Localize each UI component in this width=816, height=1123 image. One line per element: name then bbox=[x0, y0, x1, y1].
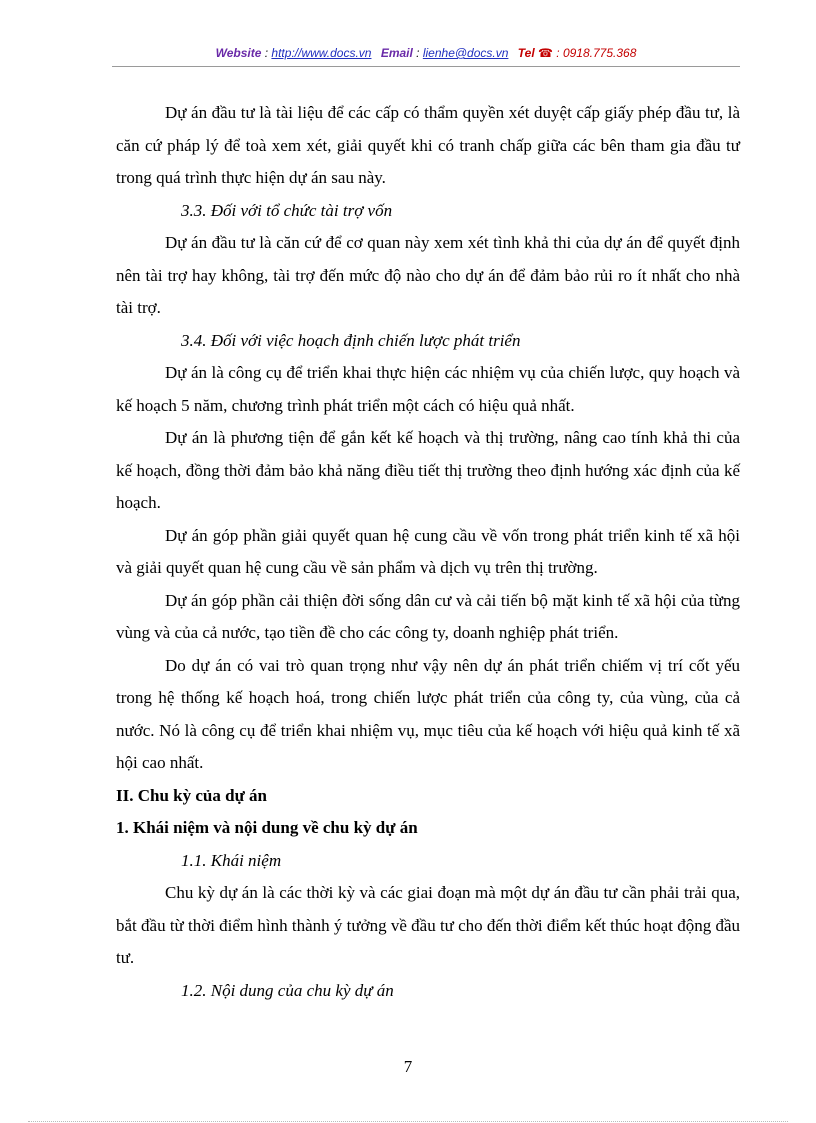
footer-divider bbox=[28, 1121, 788, 1122]
email-link[interactable]: lienhe@docs.vn bbox=[422, 46, 509, 60]
subheading-1-2: 1.2. Nội dung của chu kỳ dự án bbox=[181, 980, 394, 1000]
phone-number: : 0918.775.368 bbox=[552, 46, 637, 60]
section-heading-1: 1. Khái niệm và nội dung về chu kỳ dự án bbox=[116, 818, 418, 837]
website-link[interactable]: http://www.docs.vn bbox=[271, 46, 372, 60]
paragraph: Dự án là phương tiện để gắn kết kế hoạch và thị trường, nâng cao tính khả thi của kế hoạch, đồng thời đảm bảo khả năng điều tiết thị trường theo định hướng xác định của kế hoạch. bbox=[116, 428, 740, 512]
page-header bbox=[112, 46, 740, 67]
paragraph: Dự án góp phần cải thiện đời sống dân cư và cải tiến bộ mặt kinh tế xã hội của từng vùng và của cả nước, tạo tiền đề cho các công ty, doanh nghiệp phát triển. bbox=[116, 590, 740, 642]
paragraph: Dự án đầu tư là tài liệu để các cấp có thẩm quyền xét duyệt cấp giấy phép đầu tư, là căn cứ pháp lý để toà xem xét, giải quyết khi có tranh chấp giữa các bên tham gia đầu tư trong quá trình thực hiện dự án sau này. bbox=[116, 103, 740, 187]
website-label: Website bbox=[215, 46, 262, 60]
email-label: Email bbox=[380, 46, 413, 60]
document-body bbox=[116, 97, 740, 1007]
subheading-1-1: 1.1. Khái niệm bbox=[181, 850, 282, 870]
subheading-3-3: 3.3. Đối với tổ chức tài trợ vốn bbox=[181, 200, 393, 220]
page-number: 7 bbox=[403, 1057, 413, 1076]
section-heading-ii: II. Chu kỳ của dự án bbox=[116, 785, 267, 805]
subheading-3-4: 3.4. Đối với việc hoạch định chiến lược phát triển bbox=[181, 330, 521, 350]
paragraph: Dự án là công cụ để triển khai thực hiện các nhiệm vụ của chiến lược, quy hoạch và kế hoạch 5 năm, chương trình phát triển một cách có hiệu quả nhất. bbox=[116, 363, 740, 415]
paragraph: Do dự án có vai trò quan trọng như vậy nên dự án phát triển chiếm vị trí cốt yếu trong hệ thống kế hoạch hoá, trong chiến lược phát triển của công ty, của vùng, của cả nước. Nó là công cụ để triển khai nhiệm vụ, mục tiêu của kế hoạch với hiệu quả kinh tế xã hội cao nhất. bbox=[116, 655, 740, 772]
phone-label: Tel ☎ bbox=[517, 46, 553, 60]
website-sep: : bbox=[261, 46, 272, 60]
email-sep: : bbox=[412, 46, 423, 60]
paragraph: Dự án góp phần giải quyết quan hệ cung cầu về vốn trong phát triển kinh tế xã hội và giải quyết quan hệ cung cầu về sản phẩm và dịch vụ trên thị trường. bbox=[116, 525, 740, 577]
paragraph: Chu kỳ dự án là các thời kỳ và các giai đoạn mà một dự án đầu tư cần phải trải qua, bắt đầu từ thời điểm hình thành ý tưởng về đầu tư cho đến thời điểm kết thúc hoạt động đầu tư. bbox=[116, 883, 740, 967]
paragraph: Dự án đầu tư là căn cứ để cơ quan này xem xét tình khả thi của dự án để quyết định nên tài trợ hay không, tài trợ đến mức độ nào cho dự án để đảm bảo rủi ro ít nhất cho nhà tài trợ. bbox=[116, 233, 740, 317]
